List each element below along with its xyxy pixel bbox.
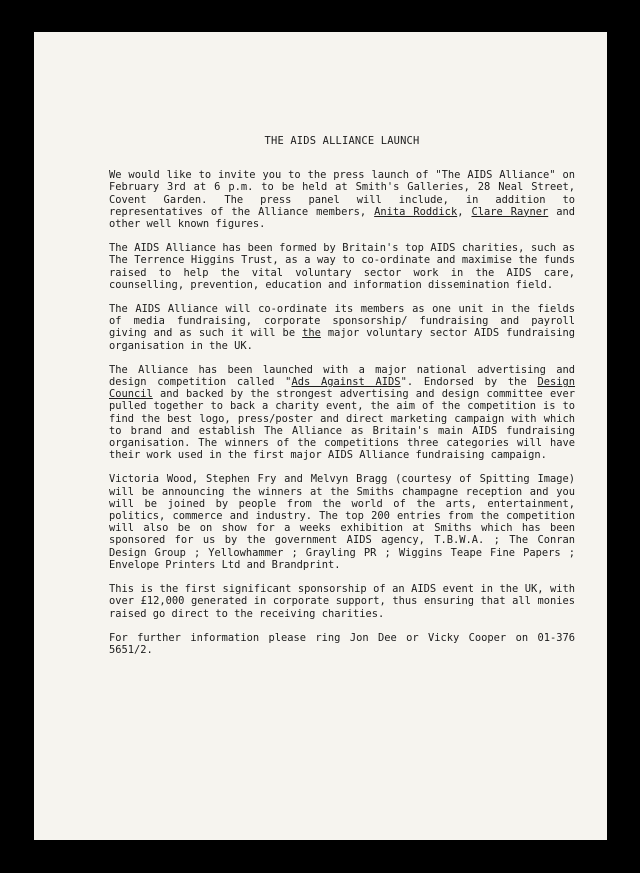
text-segment: The Alliance has been launched with a major national advertising and design competition called " — [109, 363, 575, 389]
paragraph-sponsorship: This is the first significant sponsorship of an AIDS event in the UK, with over £12,000 generated in corporate support, thus ensuring that all monies raised go direct to the receiving charities. — [109, 583, 575, 620]
letter-page — [34, 32, 607, 840]
paragraph-formation: The AIDS Alliance has been formed by Britain's top AIDS charities, such as The Terrence Higgins Trust, as a way to co-ordinate and maximise the funds raised to help the vital voluntary sector work in the AIDS care, counselling, prevention, education and information dissemination field. — [109, 242, 575, 291]
underlined-ads-against-aids: Ads Against AIDS — [291, 376, 401, 389]
text-segment: major voluntary sector AIDS fundraising organisation in the UK. — [109, 327, 575, 352]
paragraph-coordination — [109, 303, 575, 352]
underlined-name-anita-roddick: Anita Roddick — [374, 205, 458, 218]
paragraph-competition — [109, 364, 575, 462]
underlined-word-the: the — [302, 327, 321, 340]
underlined-name-clare-rayner: Clare Rayner — [471, 205, 549, 218]
text-segment: We would like to invite you to the press launch of "The AIDS Alliance" on February 3rd at 6 p.m. to be held at Smith's Galleries, 28 Neal Street, Covent Garden. The press panel will include, in addition to representatives of the Alliance members, — [109, 169, 575, 218]
paragraph-invitation — [109, 169, 575, 230]
text-segment: and backed by the strongest advertising and design committee ever pulled together to back a charity event, the aim of the competition is to find the best logo, press/poster and direct marketing campaign with which to brand and establish The Alliance as Britain's main AIDS fundraising organisation. The winners of the competitions three categories will have their work used in the first major AIDS Alliance fundraising campaign. — [109, 388, 575, 462]
letter-body — [109, 135, 575, 668]
text-segment: and other well known figures. — [109, 205, 576, 231]
text-segment: ". Endorsed by the — [400, 376, 538, 389]
text-segment: The AIDS Alliance will co-ordinate its members as one unit in the fields of media fundraising, corporate sponsorship/ fundraising and payroll giving and as such it will be — [109, 303, 575, 340]
paragraph-announcers: Victoria Wood, Stephen Fry and Melvyn Bragg (courtesy of Spitting Image) will be announcing the winners at the Smiths champagne reception and you will be joined by people from the world of the arts, entertainment, politics, commerce and industry. The top 200 entries from the competition will also be on show for a weeks exhibition at Smiths which has been sponsored for us by the government AIDS agency, T.B.W.A. ; The Conran Design Group ; Yellowhammer ; Grayling PR ; Wiggins Teape Fine Papers ; Envelope Printers Ltd and Brandprint. — [109, 473, 575, 571]
document-title: THE AIDS ALLIANCE LAUNCH — [264, 135, 420, 147]
paragraph-contact: For further information please ring Jon Dee or Vicky Cooper on 01-376 5651/2. — [109, 631, 575, 656]
underlined-design-council: Design Council — [109, 376, 576, 401]
text-segment: , — [457, 205, 472, 218]
